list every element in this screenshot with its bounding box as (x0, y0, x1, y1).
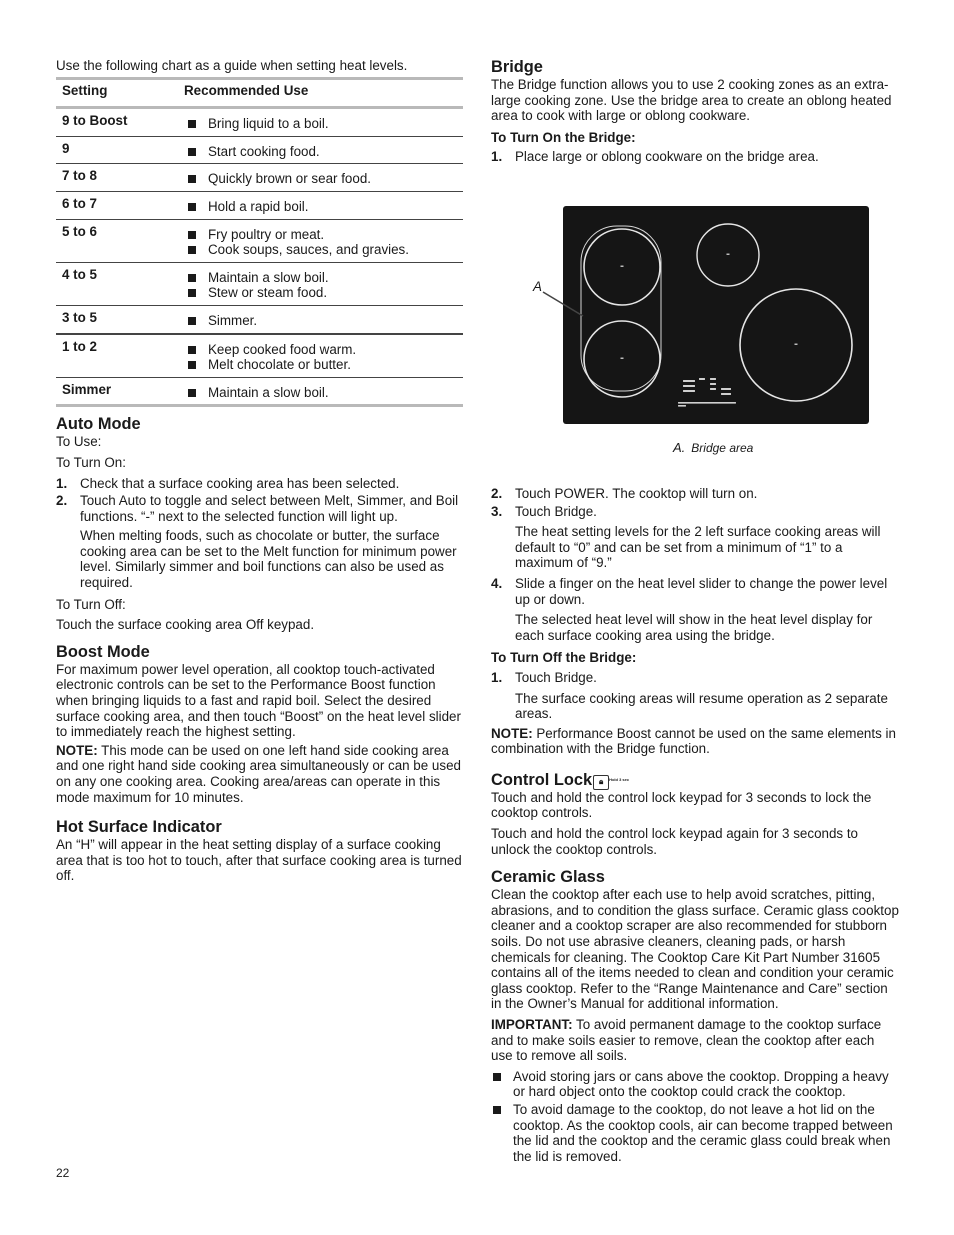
bridge-note (491, 726, 899, 757)
use-text: Bring liquid to a boil. (208, 116, 329, 132)
control-lock-heading (491, 770, 899, 790)
bullet-square-icon (188, 317, 196, 325)
note-label: NOTE: (56, 742, 98, 758)
note-label: NOTE: (491, 725, 533, 741)
step-number: 2. (491, 485, 503, 501)
table-row (56, 219, 463, 262)
use-text: Hold a rapid boil. (208, 198, 309, 214)
setting-cell: 7 to 8 (56, 164, 178, 192)
use-item (184, 171, 457, 187)
step-text: Place large or oblong cookware on the bridge area. (515, 149, 819, 165)
table-row (56, 305, 463, 333)
setting-cell: 9 (56, 136, 178, 164)
setting-cell: 9 to Boost (56, 108, 178, 137)
boost-mode-text: For maximum power level operation, all cooktop touch-activated electronic controls can be set to the Performance Boost function when bringing liquids to a fast and rapid boil. Select the desired surface cooking area, and then touch “Boost” on the heat level slider to immediately reach the highest setting. (56, 661, 461, 740)
bullet-square-icon (188, 148, 196, 156)
list-item (491, 576, 899, 643)
use-text: Stew or steam food. (208, 285, 328, 301)
step-number: 1. (56, 475, 68, 491)
bullet-square-icon (188, 289, 196, 297)
use-text: Simmer. (208, 312, 258, 328)
chart-intro: Use the following chart as a guide when setting heat levels. (56, 58, 408, 73)
bridge-steps (491, 486, 899, 643)
control-lock-text-1: Touch and hold the control lock keypad for 3 seconds to lock the cooktop controls. (491, 789, 872, 821)
table-row (56, 191, 463, 219)
use-text: Quickly brown or sear food. (208, 171, 371, 187)
hot-surface-heading: Hot Surface Indicator (56, 818, 222, 837)
use-cell (178, 164, 463, 192)
step-number: 2. (56, 493, 68, 509)
use-cell (178, 191, 463, 219)
bullet-square-icon (188, 203, 196, 211)
use-cell (178, 377, 463, 406)
table-row (56, 136, 463, 164)
step-main: Touch Bridge. (515, 669, 597, 685)
setting-cell: 3 to 5 (56, 305, 178, 333)
step-sub: The heat setting levels for the 2 left surface cooking areas will default to “0” and can be set from a minimum of “1” to a maximum of “9.” (515, 524, 881, 571)
use-item (184, 242, 457, 258)
bullet-square-icon (188, 274, 196, 282)
step-main: Slide a finger on the heat level slider to change the power level up or down. (515, 575, 888, 607)
ceramic-glass-text: Clean the cooktop after each use to help avoid scratches, pitting, abrasions, and to condition the glass surface. Ceramic glass cooktop cleaner and a cooktop scraper are also recommended for stubborn soils. Do not use abrasive cleaners, cleaning pads, or harsh chemicals for cleaning. The Cooktop Care Kit Part Number 31605 contains all of the items needed to clean and condition your ceramic glass cooktop. Refer to the “Range Maintenance and Care” section in the Owner’s Manual for additional information. (491, 887, 899, 1012)
control-lock-title: Control Lock (491, 770, 593, 789)
control-lock-text-2: Touch and hold the control lock keypad again for 3 seconds to unlock the cooktop controls. (491, 826, 858, 857)
caption-text: Bridge area (691, 440, 754, 455)
right-column (491, 58, 899, 1166)
step-text (515, 670, 899, 722)
page-number: 22 (56, 1166, 70, 1180)
bullet-square-icon (188, 346, 196, 354)
use-item (184, 270, 457, 286)
setting-cell: 4 to 5 (56, 262, 178, 305)
auto-mode-to-turn-off: To Turn Off: (56, 596, 126, 612)
bullet-text: Avoid storing jars or cans above the cooktop. Dropping a heavy or hard object onto the cooktop could crack the cooktop. (513, 1068, 889, 1100)
use-text: Maintain a slow boil. (208, 269, 329, 285)
auto-mode-steps (56, 476, 464, 525)
use-text: Melt chocolate or butter. (208, 357, 351, 373)
note-text: Performance Boost cannot be used on the same elements in combination with the Bridge function. (491, 725, 896, 757)
ceramic-bullets (491, 1069, 899, 1165)
setting-cell: Simmer (62, 381, 112, 397)
bullet-square-icon (188, 361, 196, 369)
use-item (184, 342, 457, 358)
table-row (56, 108, 463, 137)
step-number: 1. (491, 669, 503, 685)
bullet-text: To avoid damage to the cooktop, do not leave a hot lid on the cooktop. As the cooktop cools, air can become trapped between the lid and the cooktop and the ceramic glass could break when the lid is removed. (513, 1101, 893, 1164)
list-item (491, 1102, 899, 1164)
list-item (491, 670, 899, 722)
use-text: Fry poultry or meat. (208, 226, 325, 242)
cooktop-diagram (563, 206, 869, 424)
list-item (56, 476, 464, 492)
step-text: Touch Auto to toggle and select between Melt, Simmer, and Boil functions. “-” next to the selected function will light up. (80, 493, 459, 524)
step-text: Touch POWER. The cooktop will turn on. (515, 485, 758, 501)
step-number: 3. (491, 503, 503, 519)
use-text: Cook soups, sauces, and gravies. (208, 242, 409, 258)
bullet-square-icon (188, 246, 196, 254)
heat-settings-table (56, 77, 463, 408)
ceramic-glass-heading: Ceramic Glass (491, 868, 605, 887)
step-main: Touch Bridge. (515, 503, 597, 519)
cooktop-glass (563, 206, 869, 424)
lock-key-hint: Hold 3 sec (609, 776, 630, 782)
table-row (56, 262, 463, 305)
hot-surface-text: An “H” will appear in the heat setting display of a surface cooking area that is too hot to touch, after that surface cooking area is turned off. (56, 837, 462, 884)
step-sub: The surface cooking areas will resume operation as 2 separate areas. (515, 690, 888, 722)
list-item (491, 504, 899, 574)
bullet-square-icon (188, 231, 196, 239)
use-item (184, 385, 457, 401)
figure-callout-letter: A (533, 278, 542, 294)
boost-mode-heading: Boost Mode (56, 642, 150, 661)
bullet-square-icon (188, 175, 196, 183)
column-header-recommended-use: Recommended Use (178, 78, 463, 108)
use-cell (178, 305, 463, 333)
auto-mode-heading: Auto Mode (56, 415, 141, 434)
caption-letter: A. (673, 439, 686, 455)
important-label: IMPORTANT: (491, 1017, 573, 1032)
list-item (56, 493, 464, 524)
note-text: This mode can be used on one left hand side cooking area and one right hand side cooking area simultaneously or can be used on any one cooking area. Cooking area/areas can operate in this mode maximum for 10 minutes. (56, 742, 461, 805)
bullet-square-icon (493, 1073, 501, 1081)
step-text (515, 504, 899, 574)
use-cell (178, 136, 463, 164)
table-header-row (56, 78, 463, 108)
callout-leader-line (535, 282, 595, 322)
setting-cell: 6 to 7 (56, 191, 178, 219)
table-row (56, 164, 463, 192)
table-row (56, 334, 463, 378)
step-number: 1. (491, 149, 503, 165)
left-column (56, 58, 464, 889)
use-text: Start cooking food. (208, 143, 320, 159)
auto-mode-to-turn-on: To Turn On: (56, 454, 126, 470)
use-text: Maintain a slow boil. (208, 384, 329, 400)
use-item (184, 285, 457, 301)
figure-caption (673, 440, 753, 457)
use-item (184, 199, 457, 215)
use-cell (178, 262, 463, 305)
use-cell (178, 219, 463, 262)
step-text: Check that a surface cooking area has been selected. (80, 475, 400, 491)
auto-mode-to-use: To Use: (56, 434, 102, 450)
setting-cell: 1 to 2 (56, 334, 178, 378)
cooktop-figure (491, 72, 899, 455)
bullet-square-icon (188, 389, 196, 397)
use-cell (178, 334, 463, 378)
boost-mode-note (56, 743, 464, 805)
use-item (184, 357, 457, 373)
bullet-square-icon (493, 1106, 501, 1114)
list-item (491, 486, 899, 502)
bridge-turn-on-heading: To Turn On the Bridge: (491, 129, 636, 145)
step-sub: The selected heat level will show in the heat level display for each surface cooking area using the bridge. (515, 612, 873, 643)
step-text (515, 576, 899, 643)
auto-mode-off-text: Touch the surface cooking area Off keypad. (56, 617, 315, 633)
setting-cell: 5 to 6 (56, 219, 178, 262)
use-cell (178, 108, 463, 137)
list-item (491, 1069, 899, 1100)
important-text: To avoid permanent damage to the cooktop surface and to make soils easier to remove, clean the cooktop after each use to remove all soils. (491, 1017, 882, 1064)
bridge-text: The Bridge function allows you to use 2 cooking zones as an extra-large cooking zone. Use the bridge area to create an oblong heated area to cook with large or oblong cookware. (491, 77, 892, 124)
step-number: 4. (491, 575, 503, 591)
column-header-setting: Setting (56, 78, 178, 108)
bridge-off-steps (491, 670, 899, 722)
use-text: Keep cooked food warm. (208, 341, 357, 357)
use-item (184, 227, 457, 243)
bullet-square-icon (188, 120, 196, 128)
bridge-turn-off-heading: To Turn Off the Bridge: (491, 650, 637, 666)
table-row (56, 377, 463, 406)
bridge-heading: Bridge (491, 58, 543, 76)
auto-mode-step2-note: When melting foods, such as chocolate or butter, the surface cooking area can be set to the Melt function for minimum power level. Similarly simmer and boil functions can also be used as required. (80, 528, 457, 591)
ceramic-important (491, 1017, 899, 1064)
use-item (184, 313, 457, 329)
lock-icon: 🔒︎ (593, 775, 609, 790)
use-item (184, 116, 457, 132)
use-item (184, 144, 457, 160)
